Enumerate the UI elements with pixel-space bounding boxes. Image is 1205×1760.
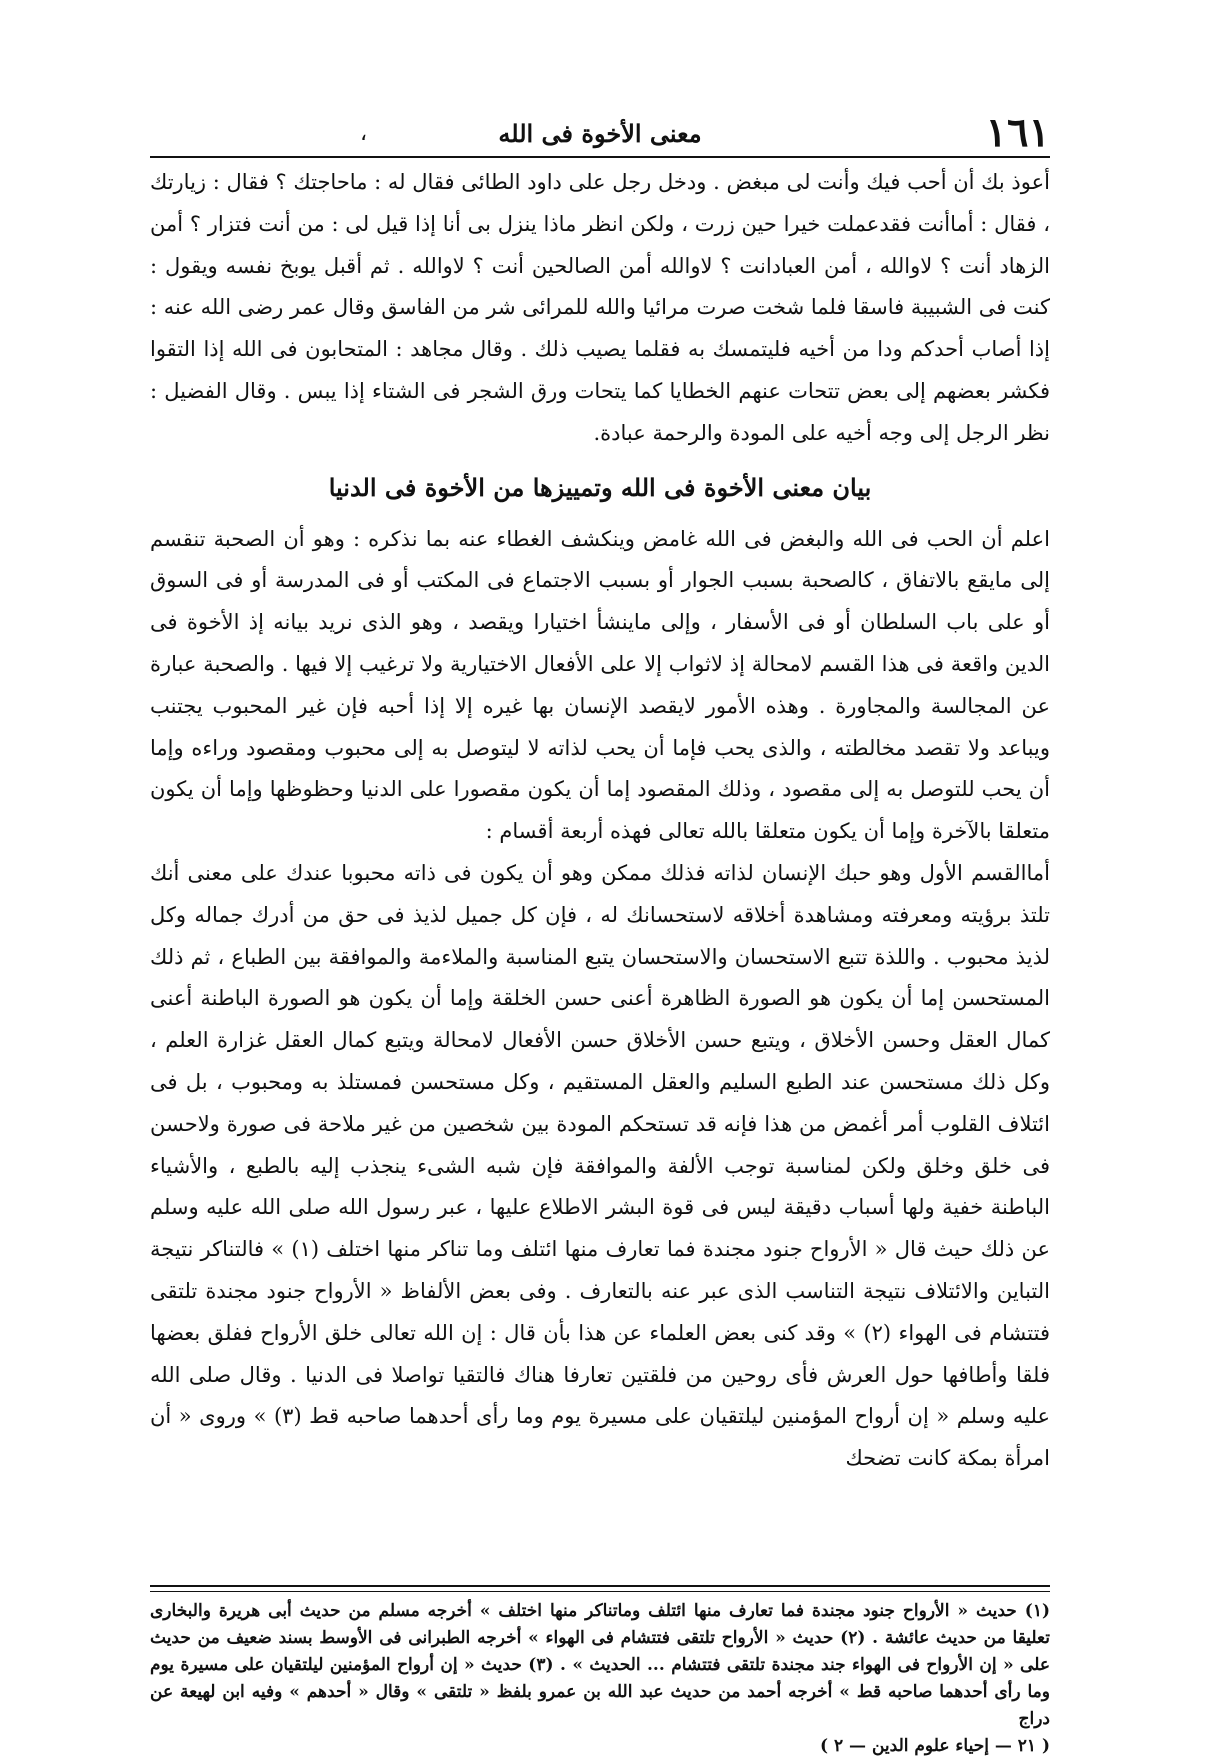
- paragraph-2: أماالقسم الأول وهو حبك الإنسان لذاته فذلك ممكن وهو أن يكون فى ذاته محبوبا عندك على معنى أنك تلتذ برؤيته ومعرفته ومشاهدة أخلاقه لاستحسانك له ، فإن كل جميل لذيذ فى حق من أدرك جماله وكل لذيذ محبوب . واللذة تتبع الاستحسان والاستحسان يتبع المناسبة والملاءمة والموافقة بين الطباع ، ثم ذلك المستحسن إما أن يكون هو الصورة الظاهرة أعنى حسن الخلقة وإما أن يكون هو الصورة الباطنة أعنى كمال العقل وحسن الأخلاق ، ويتبع حسن الأخلاق حسن الأفعال لامحالة ويتبع كمال العقل غزارة العلم ، وكل ذلك مستحسن عند الطبع السليم والعقل المستقيم ، وكل مستحسن فمستلذ به ومحبوب ، بل فى ائتلاف القلوب أمر أغمض من هذا فإنه قد تستحكم المودة بين شخصين من غير ملاحة فى صورة ولاحسن فى خلق وخلق ولكن لمناسبة توجب الألفة والموافقة فإن شبه الشىء ينجذب إليه بالطبع ، والأشياء الباطنة خفية ولها أسباب دقيقة ليس فى قوة البشر الاطلاع عليها ، عبر رسول الله صلى الله عليه وسلم عن ذلك حيث قال « الأرواح جنود مجندة فما تعارف منها ائتلف وما تناكر منها اختلف (١) » فالتناكر نتيجة التباين والائتلاف نتيجة التناسب الذى عبر عنه بالتعارف . وفى بعض الألفاظ « الأرواح جنود مجندة تلتقى فتتشام فى الهواء (٢) » وقد كنى بعض العلماء عن هذا بأن قال : إن الله تعالى خلق الأرواح ففلق بعضها فلقا وأطافها حول العرش فأى روحين من فلقتين تعارفا هناك فالتقيا تواصلا فى الدنيا . وقال صلى الله عليه وسلم « إن أرواح المؤمنين ليلتقيان على مسيرة يوم وما رأى أحدهما صاحبه قط (٣) » وروى « أن امرأة بمكة كانت تضحك: [150, 860, 1051, 1471]
- header-rule: [150, 156, 1050, 158]
- running-title: معنى الأخوة فى الله: [498, 119, 702, 148]
- main-text: [150, 162, 1050, 1480]
- section-heading: بيان معنى الأخوة فى الله وتمييزها من الأخوة فى الدنيا: [328, 472, 872, 502]
- header-mark: ،: [360, 121, 368, 146]
- page-number: ١٦١: [985, 109, 1050, 156]
- intro-paragraph: أعوذ بك أن أحب فيك وأنت لى مبغض . ودخل رجل على داود الطائى فقال له : ماحاجتك ؟ فقال : زيارتك ، فقال : أماأنت فقدعملت خيرا حين زرت ، ولكن انظر ماذا ينزل بى أنا إذا قيل لى : من أنت فتزار ؟ أمن الزهاد أنت ؟ لاوالله ، أمن العبادانت ؟ لاوالله أمن الصالحين أنت ؟ لاوالله . ثم أقبل يوبخ نفسه ويقول : كنت فى الشبيبة فاسقا فلما شخت صرت مرائيا والله للمرائى شر من الفاسق وقال عمر رضى الله عنه : إذا أصاب أحدكم ودا من أخيه فليتمسك به فقلما يصيب ذلك . وقال مجاهد : المتحابون فى الله إذا التقوا فكشر بعضهم إلى بعض تتحات عنهم الخطايا كما يتحات ورق الشجر فى الشتاء إذا يبس . وقال الفضيل : نظر الرجل إلى وجه أخيه على المودة والرحمة عبادة.: [150, 170, 1050, 445]
- footnote-rule: [150, 1585, 1050, 1592]
- paragraph-1: اعلم أن الحب فى الله والبغض فى الله غامض وينكشف الغطاء عنه بما نذكره : وهو أن الصحبة تنقسم إلى مايقع بالاتفاق ، كالصحبة بسبب الجوار أو بسبب الاجتماع فى المكتب أو فى المدرسة أو فى السوق أو على باب السلطان أو فى الأسفار ، وإلى ماينشأ اختيارا ويقصد ، وهو الذى نريد بيانه إذ الأخوة فى الدين واقعة فى هذا القسم لامحالة إذ لاثواب إلا على الأفعال الاختيارية ولا ترغيب إلا فيها . والصحبة عبارة عن المجالسة والمجاورة . وهذه الأمور لايقصد الإنسان بها غيره إلا إذا أحبه فإن غير المحبوب يجتنب ويباعد ولا تقصد مخالطته ، والذى يحب فإما أن يحب لذاته لا ليتوصل به إلى محبوب ومقصود وراءه وإما أن يحب للتوصل به إلى مقصود ، وذلك المقصود إما أن يكون مقصورا على الدنيا وحظوظها وإما أن يكون متعلقا بالآخرة وإما أن يكون متعلقا بالله تعالى فهذه أربعة أقسام :: [150, 526, 1050, 844]
- page-header: [150, 108, 1050, 158]
- footnotes: [150, 1598, 1050, 1760]
- footnotes-text: (١) حديث « الأرواح جنود مجندة فما تعارف منها ائتلف وماتناكر منها اختلف » أخرجه مسلم من حديث أبى هريرة والبخارى تعليقا من حديث عائشة . (٢) حديث « الأرواح تلتقى فتتشام فى الهواء » أخرجه الطبرانى فى الأوسط بسند ضعيف من حديث على « إن الأرواح فى الهواء جند مجندة تلتقى فتتشام ... الحديث » . (٣) حديث « إن أرواح المؤمنين ليلتقيان على مسيرة يوم وما رأى أحدهما صاحبه قط » أخرجه أحمد من حديث عبد الله بن عمرو بلفظ « تلتقى » وقال « أحدهم » وفيه ابن لهيعة عن دراج: [150, 1601, 1050, 1729]
- signature-line: ( ٢١ — إحياء علوم الدين — ٢ ): [820, 1736, 1050, 1756]
